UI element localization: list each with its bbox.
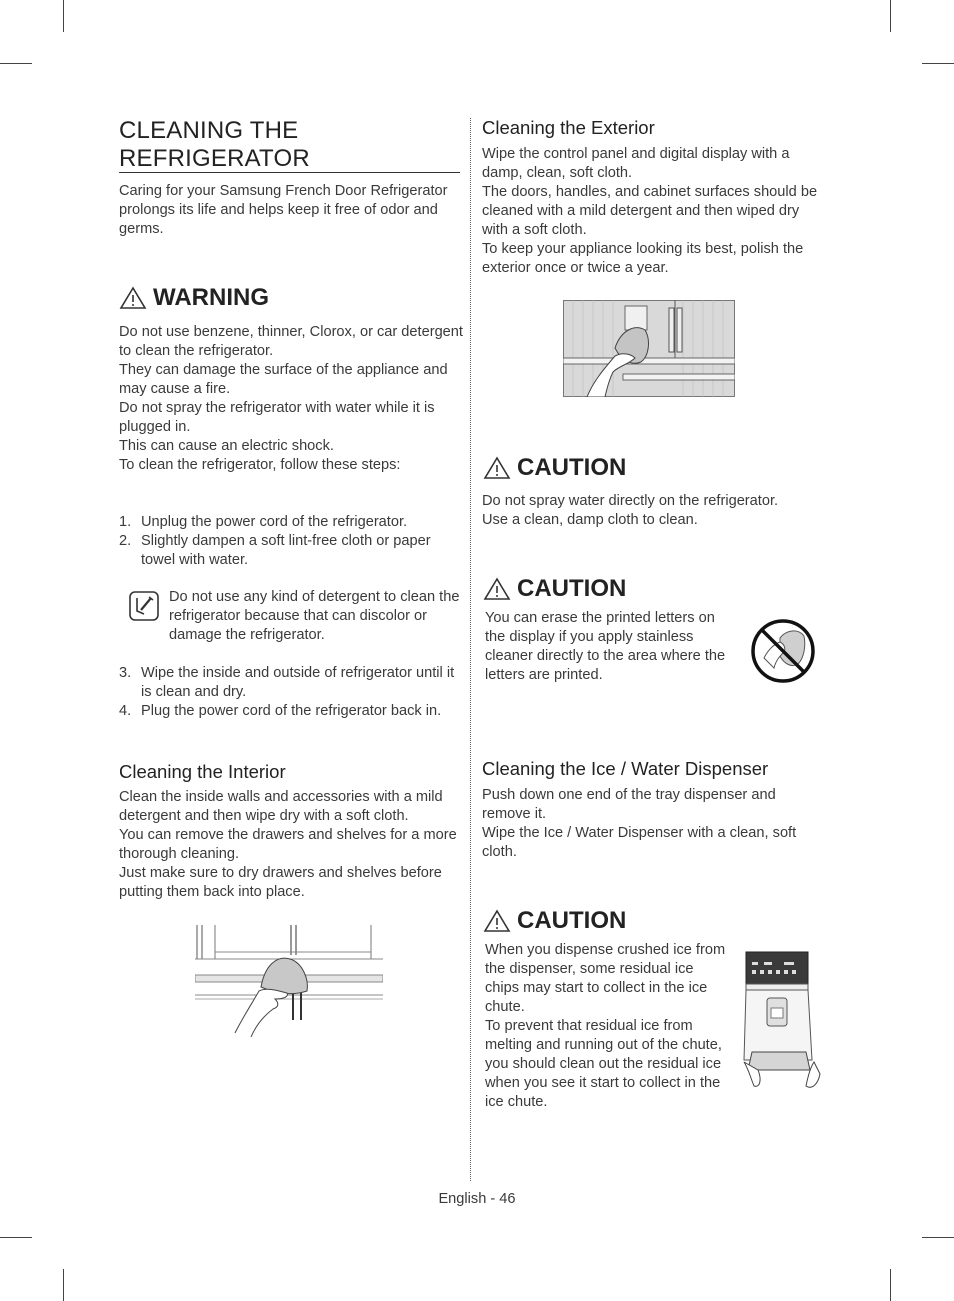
caution-body-3 [485,941,730,1112]
column-divider [470,118,471,1181]
caution-header-3 [483,907,626,935]
crop-mark [890,1269,891,1301]
caution-header-2 [483,575,626,603]
page-number: English - 46 [438,1191,516,1207]
exterior-cleaning-illustration [563,300,735,397]
warning-triangle-icon [483,909,511,933]
exterior-line: The doors, handles, and cabinet surfaces should be cleaned with a mild detergent and then wiped dry with a soft cloth. [482,184,818,238]
warning-header [119,284,269,312]
interior-line: Just make sure to dry drawers and shelves before putting them back into place. [119,865,442,900]
caution-line: When you dispense crushed ice from the dispenser, some residual ice chips may start to collect in the ice chute. [485,942,726,1015]
title-line-1: CLEANING THE [119,117,299,144]
crop-mark [922,1237,954,1238]
warning-line: To clean the refrigerator, follow these steps: [119,457,401,473]
warning-body [119,323,464,475]
caution-line: Do not spray water directly on the refrigerator. [482,493,779,509]
list-item: 2. Slightly dampen a soft lint-free cloth or paper towel with water. [119,533,431,568]
caution-label: CAUTION [517,575,627,602]
caution-line: To prevent that residual ice from melting and running out of the chute, you should clean out the residual ice when you see it start to collect in the ice chute. [485,1018,722,1110]
exterior-body [482,145,824,278]
crop-mark [63,1269,64,1301]
intro-text: Caring for your Samsung French Door Refrigerator prolongs its life and helps keep it free of odor and germs. [119,183,448,237]
crop-mark [922,63,954,64]
warning-triangle-icon [483,577,511,601]
interior-cleaning-illustration [195,925,383,1037]
interior-line: You can remove the drawers and shelves for a more thorough cleaning. [119,827,457,862]
crop-mark [0,63,32,64]
crop-mark [63,0,64,32]
list-item: 1. Unplug the power cord of the refrigerator. [119,514,408,530]
page-title [119,117,464,173]
title-rule [119,172,460,173]
title-line-2: REFRIGERATOR [119,145,310,172]
exterior-line: To keep your appliance looking its best, polish the exterior once or twice a year. [482,241,804,276]
warning-triangle-icon [119,286,147,310]
warning-line: Do not use benzene, thinner, Clorox, or car detergent to clean the refrigerator. [119,324,463,359]
interior-body [119,788,464,902]
caution-line: Use a clean, damp cloth to clean. [482,512,698,528]
dispenser-body [482,786,824,862]
interior-heading: Cleaning the Interior [119,761,286,782]
list-item: 4. Plug the power cord of the refrigerator back in. [119,703,442,719]
exterior-heading: Cleaning the Exterior [482,117,655,138]
warning-label: WARNING [153,284,269,311]
dispenser-heading: Cleaning the Ice / Water Dispenser [482,758,769,779]
interior-line: Clean the inside walls and accessories with a mild detergent and then wipe dry with a soft cloth. [119,789,443,824]
caution-label: CAUTION [517,454,627,481]
steps-list-a [119,513,459,570]
caution-header-1 [483,454,626,482]
dispenser-illustration [740,950,824,1102]
note-pencil-icon [129,591,159,621]
caution-label: CAUTION [517,907,627,934]
exterior-line: Wipe the control panel and digital display with a damp, clean, soft cloth. [482,146,790,181]
dispenser-line: Push down one end of the tray dispenser and remove it. [482,787,776,822]
warning-line: Do not spray the refrigerator with water while it is plugged in. [119,400,435,435]
caution-body-1 [482,492,824,530]
caution-text-2: You can erase the printed letters on the display if you apply stainless cleaner directly to the area where the letters are printed. [485,610,726,683]
list-item: 3. Wipe the inside and outside of refrigerator until it is clean and dry. [119,665,455,700]
steps-list-b [119,664,464,721]
crop-mark [890,0,891,32]
warning-line: They can damage the surface of the appliance and may cause a fire. [119,362,448,397]
dispenser-line: Wipe the Ice / Water Dispenser with a clean, soft cloth. [482,825,797,860]
prohibited-icon [750,618,816,684]
crop-mark [0,1237,32,1238]
warning-triangle-icon [483,456,511,480]
note-text: Do not use any kind of detergent to clean the refrigerator because that can discolor or damage the refrigerator. [169,589,460,643]
warning-line: This can cause an electric shock. [119,438,334,454]
